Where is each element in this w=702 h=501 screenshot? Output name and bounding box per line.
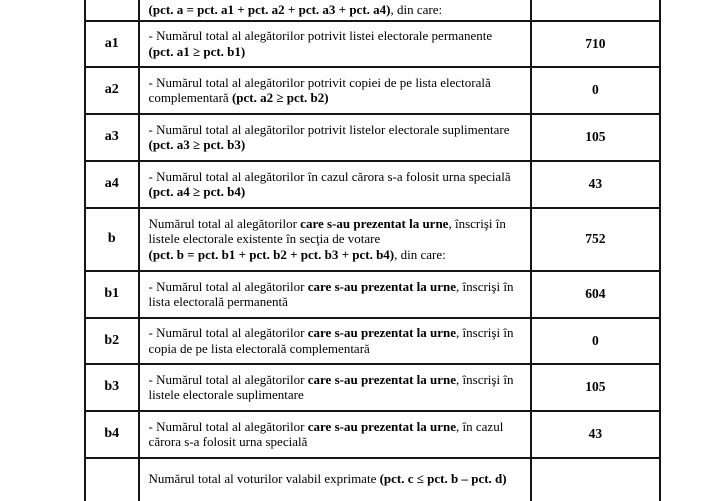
description-text-bold: care s-au prezentat la urne (307, 325, 457, 340)
row-value: 105 (531, 364, 660, 411)
row-description (139, 458, 531, 501)
description-text: Numărul total al voturilor valabil exprimate (148, 470, 380, 486)
table-row (85, 208, 660, 271)
description-text-bold: (pct. b = pct. b1 + pct. b2 + pct. b3 + pct. b4) (148, 246, 395, 262)
description-text: - Numărul total al alegătorilor potrivit listelor electorale suplimentare (148, 121, 510, 137)
row-code: a3 (85, 114, 139, 161)
table-row (85, 0, 660, 21)
row-value: 43 (531, 411, 660, 458)
table-row (85, 364, 660, 411)
row-description (139, 411, 531, 458)
row-description (139, 271, 531, 318)
description-text-bold: (pct. a4 ≥ pct. b4) (148, 184, 246, 199)
table-row (85, 411, 660, 458)
row-code: b4 (85, 411, 139, 458)
row-value (531, 458, 660, 501)
row-code: a1 (85, 21, 139, 67)
description-text: - Numărul total al alegătorilor (148, 325, 308, 340)
tally-table (84, 0, 661, 501)
description-text-bold: care s-au prezentat la urne (307, 418, 457, 434)
row-code: b (85, 208, 139, 271)
row-value: 604 (531, 271, 660, 318)
description-text-bold: care s-au prezentat la urne (300, 215, 449, 231)
tally-table-body (85, 0, 660, 501)
description-text: - Numărul total al alegătorilor (148, 418, 308, 434)
row-code: b3 (85, 364, 139, 411)
table-row (85, 458, 660, 501)
row-code (85, 0, 139, 21)
description-text-bold: (pct. a1 ≥ pct. b1) (148, 43, 246, 59)
description-text-bold: (pct. a3 ≥ pct. b3) (148, 137, 246, 152)
description-text: , înscrişi în listele electorale suplimentare (148, 371, 514, 402)
row-code (85, 458, 139, 501)
table-row (85, 318, 660, 364)
row-value: 105 (531, 114, 660, 161)
row-value: 710 (531, 21, 660, 67)
row-description (139, 318, 531, 364)
table-row (85, 67, 660, 114)
table-row (85, 271, 660, 318)
description-text: - Numărul total al alegătorilor potrivit copiei de pe lista electorală complementară (148, 74, 491, 105)
description-text-bold: care s-au prezentat la urne (307, 278, 457, 294)
description-text-bold: (pct. a = pct. a1 + pct. a2 + pct. a3 + pct. a4) (148, 2, 391, 17)
description-text: Numărul total al alegătorilor (148, 215, 301, 231)
row-code: a4 (85, 161, 139, 208)
table-row (85, 161, 660, 208)
row-description (139, 114, 531, 161)
description-text: , din care: (394, 246, 446, 262)
description-text: - Numărul total al alegătorilor potrivit listei electorale permanente (148, 28, 493, 43)
table-row (85, 114, 660, 161)
row-description (139, 161, 531, 208)
description-text: - Numărul total al alegătorilor (148, 278, 308, 294)
row-code: b1 (85, 271, 139, 318)
row-description (139, 0, 531, 21)
description-text: , înscrişi în listele electorale existente în secţia de votare (148, 215, 506, 247)
description-text: - Numărul total al alegătorilor (148, 371, 308, 387)
description-text: , din care: (390, 2, 443, 17)
row-description (139, 67, 531, 114)
description-text-bold: (pct. a2 ≥ pct. b2) (231, 90, 329, 105)
row-description (139, 208, 531, 271)
row-value (531, 0, 660, 21)
row-code: a2 (85, 67, 139, 114)
description-text-bold: care s-au prezentat la urne (307, 371, 457, 387)
description-text: , în cazul cărora s-a folosit urna specială (148, 418, 504, 449)
row-value: 752 (531, 208, 660, 271)
row-value: 43 (531, 161, 660, 208)
row-description (139, 21, 531, 67)
description-text: - Numărul total al alegătorilor în cazul cărora s-a folosit urna specială (148, 168, 511, 184)
row-description (139, 364, 531, 411)
row-code: b2 (85, 318, 139, 364)
description-text-bold: (pct. c ≤ pct. b – pct. d) (379, 470, 507, 486)
description-text: , înscrişi în copia de pe lista electorală complementară (148, 325, 514, 356)
row-value: 0 (531, 67, 660, 114)
description-text: , înscrişi în lista electorală permanentă (148, 278, 514, 309)
table-row (85, 21, 660, 67)
row-value: 0 (531, 318, 660, 364)
